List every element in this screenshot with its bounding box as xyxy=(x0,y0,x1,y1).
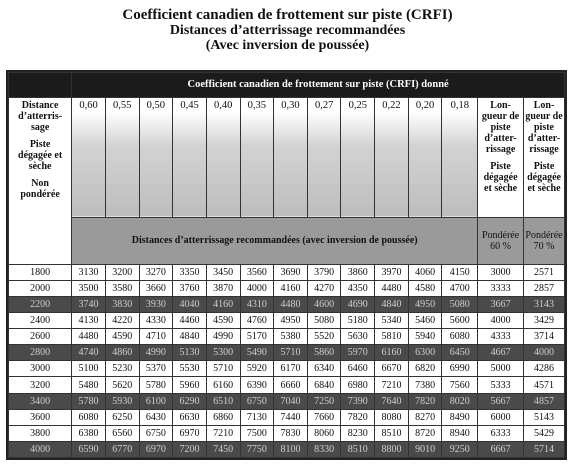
recommended-distance-cell: 6590 xyxy=(72,441,106,457)
dry-distance-cell: 3200 xyxy=(9,377,72,393)
table-row xyxy=(9,425,565,441)
recommended-distance-cell: 4350 xyxy=(341,281,375,297)
recommended-distance-cell: 3270 xyxy=(139,264,173,280)
recommended-distance-cell: 6460 xyxy=(341,361,375,377)
recommended-distance-cell: 3930 xyxy=(139,297,173,313)
recommended-distance-cell: 6290 xyxy=(173,393,207,409)
weighted-60-line-1: Pondérée xyxy=(481,229,520,241)
recommended-distance-cell: 4060 xyxy=(408,264,442,280)
weighted-length-cell: 6000 xyxy=(478,409,524,425)
dry-distance-cell: 2000 xyxy=(9,281,72,297)
coefficient-header: 0,25 xyxy=(341,97,375,217)
coefficient-header: 0,27 xyxy=(307,97,341,217)
recommended-distance-cell: 4740 xyxy=(72,345,106,361)
recommended-distance-cell: 6450 xyxy=(442,345,478,361)
weighted-length-cell: 5000 xyxy=(478,361,524,377)
recommended-distance-cell: 6300 xyxy=(408,345,442,361)
recommended-distance-cell: 5780 xyxy=(139,377,173,393)
recommended-distance-cell: 5520 xyxy=(307,329,341,345)
recommended-distance-cell: 4950 xyxy=(274,313,308,329)
weighted-70-line-2: 70 % xyxy=(533,240,555,252)
recommended-distance-cell: 5940 xyxy=(408,329,442,345)
recommended-distance-cell: 6670 xyxy=(375,361,409,377)
weighted-length-cell: 4000 xyxy=(478,313,524,329)
recommended-distance-cell: 5960 xyxy=(173,377,207,393)
recommended-distance-cell: 8330 xyxy=(307,441,341,457)
recommended-distance-cell: 4330 xyxy=(139,313,173,329)
recommended-distance-cell: 5180 xyxy=(341,313,375,329)
weighted-length-cell: 5429 xyxy=(524,425,565,441)
runway-60-line-5: rissage xyxy=(485,143,516,155)
recommended-distance-cell: 4150 xyxy=(442,264,478,280)
recommended-distance-cell: 5080 xyxy=(307,313,341,329)
recommended-distance-cell: 3580 xyxy=(105,281,139,297)
distance-header xyxy=(9,97,72,264)
dry-distance-cell: 2200 xyxy=(9,297,72,313)
recommended-distance-cell: 8490 xyxy=(442,409,478,425)
recommended-distance-cell: 5710 xyxy=(206,361,240,377)
runway-70-line-3: piste xyxy=(534,121,554,133)
recommended-distance-cell: 7820 xyxy=(341,409,375,425)
recommended-distance-cell: 7640 xyxy=(375,393,409,409)
recommended-distance-cell: 7500 xyxy=(240,425,274,441)
dry-distance-cell: 2600 xyxy=(9,329,72,345)
recommended-distance-cell: 7130 xyxy=(240,409,274,425)
weighted-length-cell: 6667 xyxy=(478,441,524,457)
recommended-distance-cell: 8510 xyxy=(375,425,409,441)
recommended-distance-cell: 8270 xyxy=(408,409,442,425)
recommended-distance-cell: 6390 xyxy=(240,377,274,393)
dry-distance-cell: 4000 xyxy=(9,441,72,457)
weighted-60-line-2: 60 % xyxy=(490,240,511,252)
recommended-distance-cell: 4990 xyxy=(206,329,240,345)
recommended-distance-cell: 4040 xyxy=(173,297,207,313)
recommended-distance-cell: 3830 xyxy=(105,297,139,313)
runway-60-line-7: dégagée xyxy=(483,171,518,183)
runway-length-60-header xyxy=(478,97,524,217)
recommended-distance-cell: 3690 xyxy=(274,264,308,280)
recommended-distance-cell: 7200 xyxy=(173,441,207,457)
runway-70-line-8: et sèche xyxy=(527,182,561,194)
recommended-distance-cell: 6560 xyxy=(105,425,139,441)
dry-distance-cell: 1800 xyxy=(9,264,72,280)
recommended-distance-cell: 3130 xyxy=(72,264,106,280)
title-line-3: (Avec inversion de poussée) xyxy=(205,38,370,53)
table-row xyxy=(9,345,565,361)
distance-header-line-1: Distance xyxy=(21,99,59,111)
table-row xyxy=(9,441,565,457)
recommended-distance-cell: 8230 xyxy=(341,425,375,441)
distance-header-line-2: d’atterris- xyxy=(18,110,63,122)
recommended-distance-cell: 4480 xyxy=(375,281,409,297)
weighted-60-label xyxy=(478,217,524,264)
recommended-distance-cell: 6970 xyxy=(139,441,173,457)
title-line-2: Distances d’atterrissage recommandées xyxy=(169,23,406,38)
recommended-distance-cell: 6250 xyxy=(105,409,139,425)
recommended-distance-cell: 4220 xyxy=(105,313,139,329)
recommended-distance-cell: 3560 xyxy=(240,264,274,280)
weighted-70-line-1: Pondérée xyxy=(525,229,563,241)
runway-length-70-header xyxy=(524,97,565,217)
coefficient-header: 0,45 xyxy=(173,97,207,217)
recommended-distance-cell: 9250 xyxy=(442,441,478,457)
recommended-distance-cell: 6990 xyxy=(442,361,478,377)
recommended-distance-cell: 4950 xyxy=(408,297,442,313)
dry-distance-cell: 3800 xyxy=(9,425,72,441)
coefficient-header: 0,60 xyxy=(72,97,106,217)
runway-70-line-6: Piste xyxy=(533,160,555,172)
runway-60-line-6: Piste xyxy=(490,160,511,172)
recommended-distance-cell: 3860 xyxy=(341,264,375,280)
dry-distance-cell: 3000 xyxy=(9,361,72,377)
recommended-distances-subheader: Distances d’atterrissage recommandées (avec inversion de poussée) xyxy=(72,217,478,264)
dry-distance-cell: 2800 xyxy=(9,345,72,361)
recommended-distance-cell: 3200 xyxy=(105,264,139,280)
distance-header-line-5: dégagée et xyxy=(18,149,63,161)
header-corner xyxy=(9,73,72,98)
recommended-distance-cell: 4590 xyxy=(105,329,139,345)
recommended-distance-cell: 4690 xyxy=(341,297,375,313)
recommended-distance-cell: 7210 xyxy=(375,377,409,393)
recommended-distance-cell: 7210 xyxy=(206,425,240,441)
weighted-length-cell: 3667 xyxy=(478,297,524,313)
table-row xyxy=(9,361,565,377)
weighted-length-cell: 3000 xyxy=(478,264,524,280)
recommended-distance-cell: 7830 xyxy=(274,425,308,441)
recommended-distance-cell: 5630 xyxy=(341,329,375,345)
runway-70-line-7: dégagée xyxy=(527,171,561,183)
table-row xyxy=(9,409,565,425)
coefficient-header: 0,55 xyxy=(105,97,139,217)
dry-distance-cell: 2400 xyxy=(9,313,72,329)
recommended-distance-cell: 5460 xyxy=(408,313,442,329)
runway-70-line-1: Lon- xyxy=(533,99,555,111)
recommended-distance-cell: 5600 xyxy=(442,313,478,329)
recommended-distance-cell: 5930 xyxy=(105,393,139,409)
weighted-length-cell: 2857 xyxy=(524,281,565,297)
recommended-distance-cell: 7250 xyxy=(307,393,341,409)
table-row xyxy=(9,329,565,345)
crfi-given-header: Coefficient canadien de frottement sur piste (CRFI) donné xyxy=(72,73,565,98)
runway-70-line-2: gueur de xyxy=(525,110,563,122)
recommended-distance-cell: 6770 xyxy=(105,441,139,457)
recommended-distance-cell: 5480 xyxy=(72,377,106,393)
recommended-distance-cell: 9010 xyxy=(408,441,442,457)
recommended-distance-cell: 5370 xyxy=(139,361,173,377)
distance-header-line-3: sage xyxy=(30,121,50,133)
distance-header-line-8: pondérée xyxy=(20,188,60,200)
dry-distance-cell: 3600 xyxy=(9,409,72,425)
table-row xyxy=(9,297,565,313)
recommended-distance-cell: 4130 xyxy=(72,313,106,329)
recommended-distance-cell: 8800 xyxy=(375,441,409,457)
recommended-distance-cell: 3870 xyxy=(206,281,240,297)
weighted-length-cell: 5143 xyxy=(524,409,565,425)
recommended-distance-cell: 5710 xyxy=(274,345,308,361)
runway-60-line-3: piste xyxy=(490,121,511,133)
recommended-distance-cell: 4590 xyxy=(206,313,240,329)
recommended-distance-cell: 3450 xyxy=(206,264,240,280)
recommended-distance-cell: 7450 xyxy=(206,441,240,457)
recommended-distance-cell: 6660 xyxy=(274,377,308,393)
recommended-distance-cell: 5810 xyxy=(375,329,409,345)
weighted-length-cell: 4857 xyxy=(524,393,565,409)
recommended-distance-cell: 6750 xyxy=(139,425,173,441)
recommended-distance-cell: 6380 xyxy=(72,425,106,441)
weighted-length-cell: 5667 xyxy=(478,393,524,409)
coefficient-header: 0,22 xyxy=(375,97,409,217)
crfi-table xyxy=(8,72,565,458)
recommended-distance-cell: 4310 xyxy=(240,297,274,313)
recommended-distance-cell: 4760 xyxy=(240,313,274,329)
recommended-distance-cell: 8940 xyxy=(442,425,478,441)
weighted-length-cell: 4571 xyxy=(524,377,565,393)
recommended-distance-cell: 3970 xyxy=(375,264,409,280)
recommended-distance-cell: 5920 xyxy=(240,361,274,377)
recommended-distance-cell: 7750 xyxy=(240,441,274,457)
coefficient-header: 0,30 xyxy=(274,97,308,217)
recommended-distance-cell: 8720 xyxy=(408,425,442,441)
distance-header-line-4: Piste xyxy=(29,138,51,150)
weighted-length-cell: 4667 xyxy=(478,345,524,361)
runway-70-line-4: d’atter- xyxy=(527,132,561,144)
recommended-distance-cell: 5490 xyxy=(240,345,274,361)
runway-60-line-8: et sèche xyxy=(484,182,518,194)
coefficient-header: 0,40 xyxy=(206,97,240,217)
table-row xyxy=(9,281,565,297)
recommended-distance-cell: 5970 xyxy=(341,345,375,361)
recommended-distance-cell: 4710 xyxy=(139,329,173,345)
recommended-distance-cell: 6340 xyxy=(307,361,341,377)
recommended-distance-cell: 7390 xyxy=(341,393,375,409)
coefficient-header: 0,35 xyxy=(240,97,274,217)
weighted-length-cell: 3714 xyxy=(524,329,565,345)
table-row xyxy=(9,377,565,393)
recommended-distance-cell: 6750 xyxy=(240,393,274,409)
recommended-distance-cell: 5230 xyxy=(105,361,139,377)
recommended-distance-cell: 8080 xyxy=(375,409,409,425)
recommended-distance-cell: 4700 xyxy=(442,281,478,297)
weighted-length-cell: 6333 xyxy=(478,425,524,441)
recommended-distance-cell: 4480 xyxy=(72,329,106,345)
document-title xyxy=(0,8,575,53)
recommended-distance-cell: 3350 xyxy=(173,264,207,280)
weighted-length-cell: 3333 xyxy=(478,281,524,297)
recommended-distance-cell: 5340 xyxy=(375,313,409,329)
recommended-distance-cell: 7820 xyxy=(408,393,442,409)
recommended-distance-cell: 8100 xyxy=(274,441,308,457)
recommended-distance-cell: 5170 xyxy=(240,329,274,345)
table-row xyxy=(9,393,565,409)
recommended-distance-cell: 4460 xyxy=(173,313,207,329)
recommended-distance-cell: 6160 xyxy=(206,377,240,393)
recommended-distance-cell: 4600 xyxy=(307,297,341,313)
recommended-distance-cell: 8020 xyxy=(442,393,478,409)
runway-60-line-4: d’atter- xyxy=(484,132,517,144)
recommended-distance-cell: 4860 xyxy=(105,345,139,361)
crfi-table-frame xyxy=(6,70,567,460)
recommended-distance-cell: 5780 xyxy=(72,393,106,409)
table-row xyxy=(9,313,565,329)
recommended-distance-cell: 3790 xyxy=(307,264,341,280)
recommended-distance-cell: 6430 xyxy=(139,409,173,425)
table-row xyxy=(9,264,565,280)
distance-header-line-6: sèche xyxy=(28,160,52,172)
recommended-distance-cell: 6840 xyxy=(307,377,341,393)
recommended-distance-cell: 6080 xyxy=(72,409,106,425)
recommended-distance-cell: 5130 xyxy=(173,345,207,361)
recommended-distance-cell: 7440 xyxy=(274,409,308,425)
recommended-distance-cell: 5080 xyxy=(442,297,478,313)
recommended-distance-cell: 5300 xyxy=(206,345,240,361)
recommended-distance-cell: 8510 xyxy=(341,441,375,457)
recommended-distance-cell: 3760 xyxy=(173,281,207,297)
recommended-distance-cell: 4580 xyxy=(408,281,442,297)
recommended-distance-cell: 5100 xyxy=(72,361,106,377)
weighted-length-cell: 4286 xyxy=(524,361,565,377)
recommended-distance-cell: 4270 xyxy=(307,281,341,297)
weighted-length-cell: 2571 xyxy=(524,264,565,280)
recommended-distance-cell: 7660 xyxy=(307,409,341,425)
weighted-length-cell: 4000 xyxy=(524,345,565,361)
runway-60-line-2: gueur de xyxy=(481,110,520,122)
recommended-distance-cell: 5530 xyxy=(173,361,207,377)
recommended-distance-cell: 6970 xyxy=(173,425,207,441)
weighted-length-cell: 4333 xyxy=(478,329,524,345)
recommended-distance-cell: 4840 xyxy=(375,297,409,313)
recommended-distance-cell: 4480 xyxy=(274,297,308,313)
recommended-distance-cell: 6820 xyxy=(408,361,442,377)
recommended-distance-cell: 6980 xyxy=(341,377,375,393)
dry-distance-cell: 3400 xyxy=(9,393,72,409)
recommended-distance-cell: 6080 xyxy=(442,329,478,345)
weighted-length-cell: 3429 xyxy=(524,313,565,329)
recommended-distance-cell: 3500 xyxy=(72,281,106,297)
recommended-distance-cell: 5380 xyxy=(274,329,308,345)
recommended-distance-cell: 6510 xyxy=(206,393,240,409)
coefficient-header: 0,50 xyxy=(139,97,173,217)
recommended-distance-cell: 6630 xyxy=(173,409,207,425)
distance-header-line-7: Non xyxy=(31,177,49,189)
recommended-distance-cell: 6100 xyxy=(139,393,173,409)
recommended-distance-cell: 6860 xyxy=(206,409,240,425)
recommended-distance-cell: 7380 xyxy=(408,377,442,393)
recommended-distance-cell: 3660 xyxy=(139,281,173,297)
recommended-distance-cell: 4840 xyxy=(173,329,207,345)
weighted-length-cell: 5333 xyxy=(478,377,524,393)
recommended-distance-cell: 6170 xyxy=(274,361,308,377)
runway-60-line-1: Lon- xyxy=(490,99,511,111)
weighted-length-cell: 5714 xyxy=(524,441,565,457)
recommended-distance-cell: 4990 xyxy=(139,345,173,361)
weighted-length-cell: 3143 xyxy=(524,297,565,313)
recommended-distance-cell: 4160 xyxy=(206,297,240,313)
title-line-1: Coefficient canadien de frottement sur piste (CRFI) xyxy=(122,7,453,23)
coefficient-header: 0,20 xyxy=(408,97,442,217)
coefficient-header: 0,18 xyxy=(442,97,478,217)
recommended-distance-cell: 8060 xyxy=(307,425,341,441)
recommended-distance-cell: 5620 xyxy=(105,377,139,393)
recommended-distance-cell: 5860 xyxy=(307,345,341,361)
weighted-70-label xyxy=(524,217,565,264)
recommended-distance-cell: 4000 xyxy=(240,281,274,297)
recommended-distance-cell: 3740 xyxy=(72,297,106,313)
recommended-distance-cell: 7560 xyxy=(442,377,478,393)
recommended-distance-cell: 7040 xyxy=(274,393,308,409)
recommended-distance-cell: 6160 xyxy=(375,345,409,361)
runway-70-line-5: rissage xyxy=(529,143,559,155)
recommended-distance-cell: 4160 xyxy=(274,281,308,297)
